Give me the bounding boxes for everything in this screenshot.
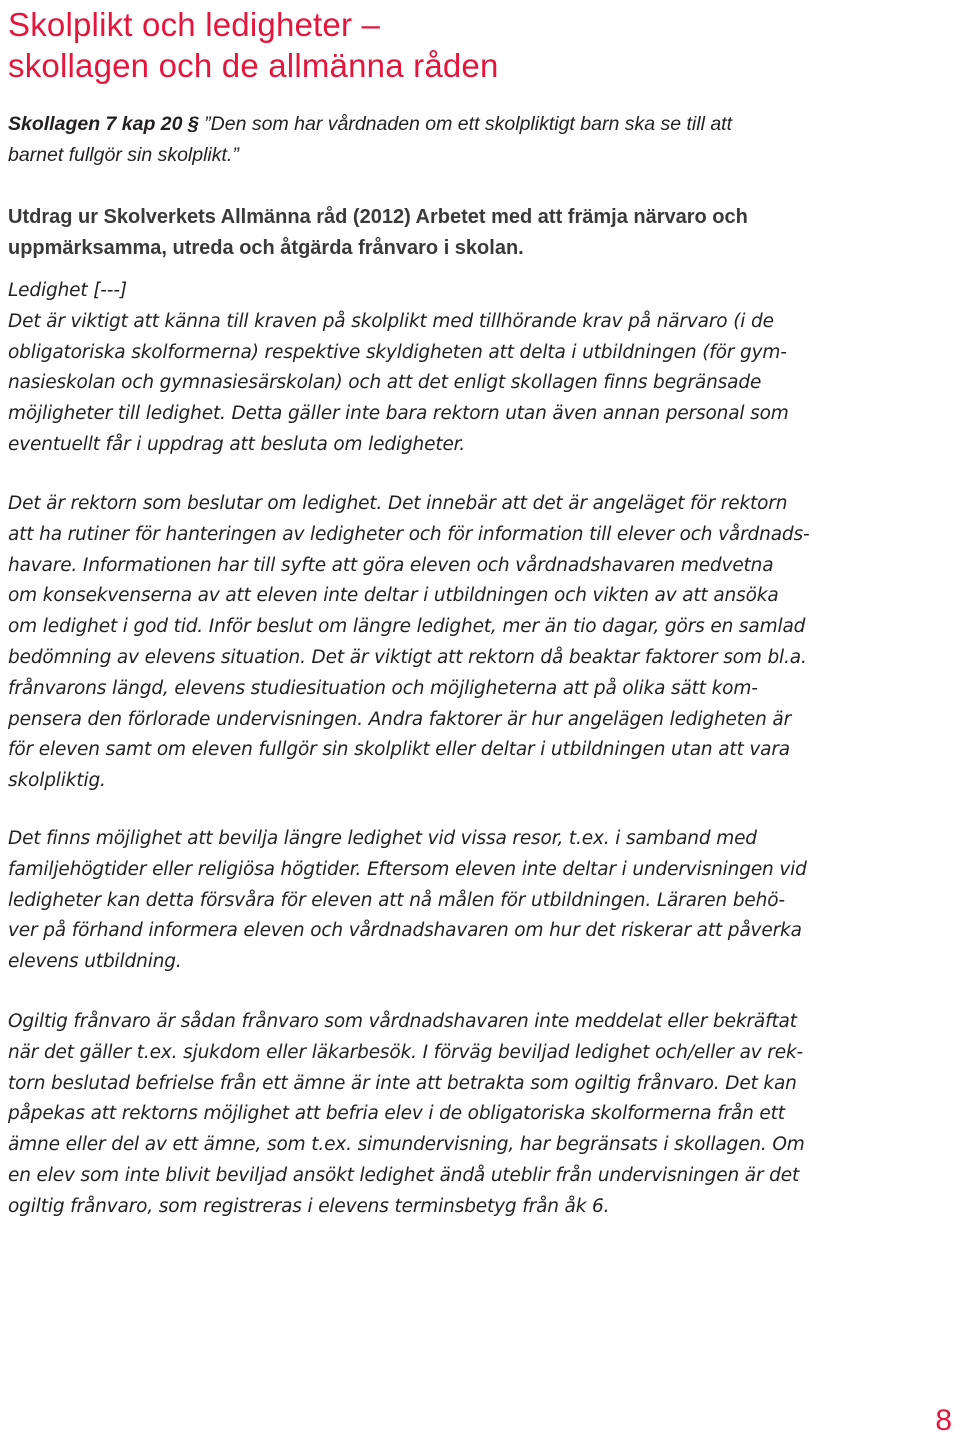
law-quote-text-2: barnet fullgör sin skolplikt.” — [8, 144, 239, 166]
paragraph-line: att ha rutiner för hanteringen av ledigheter och för information till elever och vårdnads- — [8, 523, 810, 545]
paragraph-line: torn beslutad befrielse från ett ämne är inte att betrakta som ogiltig frånvaro. Det kan — [8, 1072, 797, 1094]
paragraph-rektor-beslutar — [8, 489, 908, 797]
title-line-1: Skolplikt och ledigheter – — [8, 6, 381, 43]
paragraph-line: ämne eller del av ett ämne, som t.ex. simundervisning, har begränsats i skollagen. Om — [8, 1134, 805, 1156]
paragraph-line: skolpliktig. — [8, 770, 106, 792]
paragraph-line: elevens utbildning. — [8, 951, 182, 973]
paragraph-line: Ledighet [---] — [8, 280, 127, 301]
law-reference: Skollagen 7 kap 20 § — [8, 113, 199, 135]
law-quote — [8, 109, 908, 171]
paragraph-line: möjligheter till ledighet. Detta gäller inte bara rektorn utan även annan personal som — [8, 403, 789, 425]
paragraph-line: obligatoriska skolformerna) respektive skyldigheten att delta i utbildningen (för gym- — [8, 341, 787, 363]
paragraph-line: pensera den förlorade undervisningen. Andra faktorer är hur angelägen ledigheten är — [8, 708, 792, 730]
paragraph-line: Det är rektorn som beslutar om ledighet. Det innebär att det är angeläget för rektorn — [8, 493, 788, 514]
paragraph-resor — [8, 824, 908, 978]
law-quote-text-1: ”Den som har vårdnaden om ett skolpliktigt barn ska se till att — [198, 113, 733, 135]
paragraph-line: om konsekvenserna av att eleven inte deltar i utbildningen och vikten av att ansöka — [8, 585, 779, 607]
paragraph-line: Ogiltig frånvaro är sådan frånvaro som vårdnadshavaren inte meddelat eller bekräftat — [8, 1011, 797, 1032]
excerpt-line-1: Utdrag ur Skolverkets Allmänna råd (2012) Arbetet med att främja närvaro och — [8, 206, 748, 228]
paragraph-ogiltig-franvaro — [8, 1007, 908, 1223]
paragraph-line: när det gäller t.ex. sjukdom eller läkarbesök. I förväg beviljad ledighet och/eller av rek- — [8, 1041, 804, 1063]
page-title — [8, 4, 953, 86]
paragraph-line: Det är viktigt att känna till kraven på skolplikt med tillhörande krav på närvaro (i de — [8, 310, 774, 332]
paragraph-line: en elev som inte blivit beviljad ansökt ledighet ändå uteblir från undervisningen är det — [8, 1164, 800, 1186]
paragraph-line: ogiltig frånvaro, som registreras i elevens terminsbetyg från åk 6. — [8, 1195, 610, 1217]
paragraph-line: om ledighet i god tid. Inför beslut om längre ledighet, mer än tio dagar, görs en samlad — [8, 616, 806, 638]
paragraph-line: ledigheter kan detta försvåra för eleven att nå målen för utbildningen. Läraren behö- — [8, 889, 785, 911]
paragraph-line: för eleven samt om eleven fullgör sin skolplikt eller deltar i utbildningen utan att vara — [8, 739, 790, 761]
paragraph-line: Det finns möjlighet att bevilja längre ledighet vid vissa resor, t.ex. i samband med — [8, 828, 757, 849]
paragraph-line: havare. Informationen har till syfte att göra eleven och vårdnadshavaren medvetna — [8, 554, 774, 576]
page-number: 8 — [935, 1404, 952, 1437]
paragraph-line: familjehögtider eller religiösa högtider. Eftersom eleven inte deltar i undervisningen vid — [8, 858, 807, 880]
paragraph-line: eventuellt får i uppdrag att besluta om ledigheter. — [8, 433, 466, 455]
paragraph-line: nasieskolan och gymnasiesärskolan) och att det enligt skollagen finns begränsade — [8, 372, 762, 394]
paragraph-line: ver på förhand informera eleven och vårdnadshavaren om hur det riskerar att påverka — [8, 920, 802, 942]
paragraph-line: påpekas att rektorns möjlighet att befria elev i de obligatoriska skolformerna från ett — [8, 1103, 785, 1125]
paragraph-line: bedömning av elevens situation. Det är viktigt att rektorn då beaktar faktorer som bl.a. — [8, 646, 807, 668]
paragraph-line: frånvarons längd, elevens studiesituation och möjligheterna att på olika sätt kom- — [8, 677, 758, 699]
title-line-2: skollagen och de allmänna råden — [8, 47, 499, 84]
paragraph-ledighet — [8, 276, 908, 461]
excerpt-line-2: uppmärksamma, utreda och åtgärda frånvaro i skolan. — [8, 237, 524, 259]
excerpt-heading — [8, 202, 908, 264]
